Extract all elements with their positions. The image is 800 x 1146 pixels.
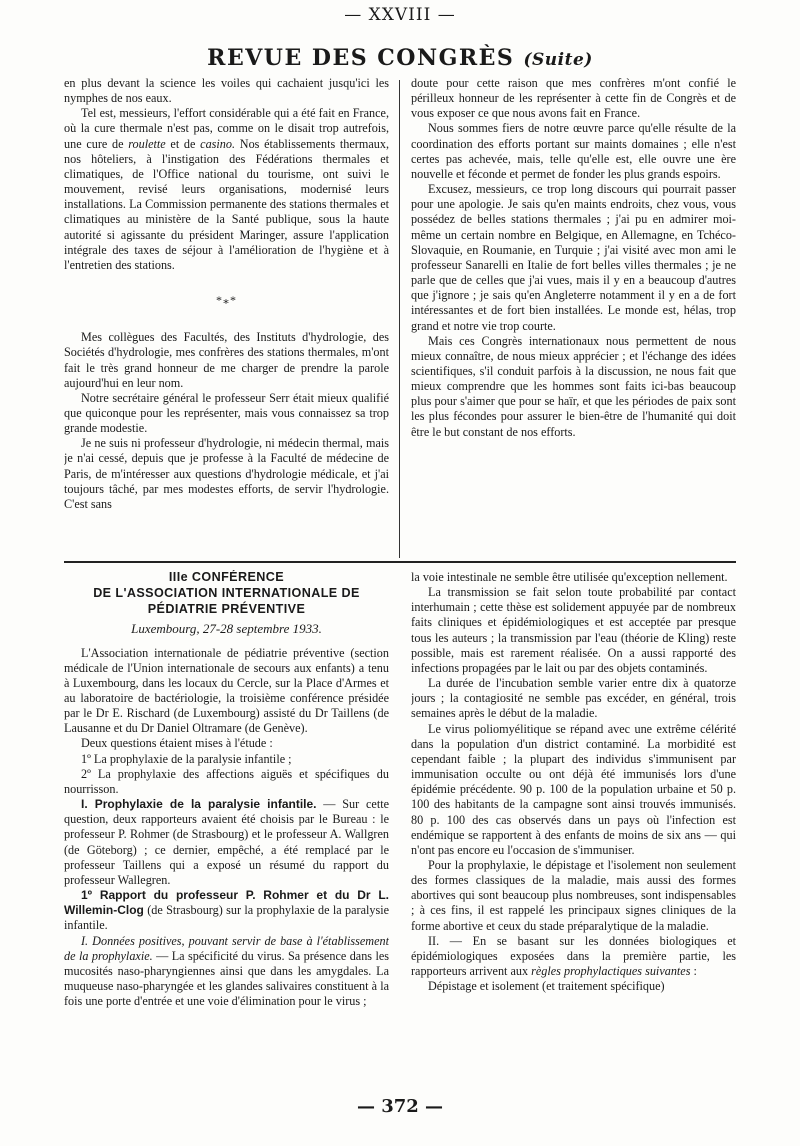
italic-rules: règles prophylactiques suivantes: [531, 964, 691, 979]
paragraph: Notre secrétaire général le professeur Serr était mieux qualifié que quiconque pour les représenter, mais vous connaissez sa trop grande modestie.: [64, 390, 389, 436]
report-heading: 1º Rapport du professeur P. Rohmer et du Dr L. Willemin-Clog: [64, 888, 389, 918]
paragraph: Mes collègues des Facultés, des Instituts d'hydrologie, des Sociétés d'hydrologie, mes confrères des stations thermales, m'ont fait le très grand honneur de me charger de prendre la parole aujourd'hui en leur nom.: [64, 330, 389, 390]
top-left-column: [64, 76, 389, 562]
paragraph: Nous sommes fiers de notre œuvre parce qu'elle résulte de la coordination des efforts portant sur maints domaines ; elle n'est certes pas achevée, mais, telle qu'elle est, elle ouvre une ère nouvelle et féconde et permet de fonder les plus grands espoirs.: [411, 121, 736, 181]
paragraph: doute pour cette raison que mes confrères m'ont confié le périlleux honneur de les représenter à cette fin de Congrès et de vous exposer ce que nous avons fait en France.: [411, 76, 736, 121]
paragraph: I. Prophylaxie de la paralysie infantile. — Sur cette question, deux rapporteurs avaient été choisis par le Bureau : le professeur P. Rohmer (de Strasbourg) et le professeur A. Wallgren (de Göteborg) ; ce dernier, empêché, a été remplacé par le professeur Taillens qui a exposé un résumé du rapport du professeur Wallegren.: [64, 797, 389, 887]
italic-casino: casino.: [200, 136, 236, 151]
paragraph: Le virus poliomyélitique se répand avec une extrême célérité dans la population d'un district contaminé. La morbidité est cependant faible ; la plupart des individus s'immunisent par immunisation occulte ou ont déjà été immunisés lors d'une épidémie précédente. 90 p. 100 de la population urbaine et 50 p. 100 des habitants de la campagne sont ainsi trouvés immunisés. 80 p. 100 des cas observés dans un pays où l'infection est endémique se rapportent à des enfants de moins de six ans — qui n'ont pas encore eu l'occasion de s'immuniser.: [411, 721, 736, 857]
paragraph: Excusez, messieurs, ce trop long discours qui pourrait passer pour une apologie. Je sais qu'en maints endroits, chez vous, vous possédez de belles stations thermales ; j'ai pu en admirer moi-même un certain nombre en Belgique, en Allemagne, en Tchéco-Slovaquie, en Roumanie, en Turquie ; j'ai visité avec mon ami le professeur Sanarelli en Italie de fort belles villes thermales ; je ne parle que de celles que j'ai vues, mais il y en a beaucoup d'autres que j'ignore ; je sais qu'en Angleterre notamment il y en a de fort intéressantes et de fort bien installées. Le monde est, hélas, trop grand et notre vie trop courte.: [411, 182, 736, 333]
bottom-left-column: [64, 570, 389, 1093]
paragraph: I. Données positives, pouvant servir de base à l'établissement de la prophylaxie. — La spécificité du virus. Sa présence dans les mucosités naso-pharyngiennes ainsi que dans les amygdales. La muqueuse naso-pharyngée et les glandes salivaires constituent à la fois une porte d'entrée et une voie d'élimination pour le virus ;: [64, 933, 389, 1009]
conference-title-line: DE L'ASSOCIATION INTERNATIONALE DE: [93, 585, 360, 600]
paragraph: la voie intestinale ne semble être utilisée qu'exception nellement.: [411, 570, 728, 584]
question-item: 1º La prophylaxie de la paralysie infantile ;: [81, 751, 292, 766]
question-item: 2º La prophylaxie des affections aiguës et spécifiques du nourrisson.: [64, 766, 389, 796]
italic-roulette: roulette: [128, 136, 166, 151]
paragraph: II. — En se basant sur les données biologiques et épidémiologiques exposées dans la première partie, les rapporteurs arrivent aux règles prophylactiques suivantes :: [411, 933, 736, 979]
running-title-main: REVUE DES CONGRÈS: [207, 45, 515, 71]
page-number: — 372 —: [356, 1096, 444, 1117]
paragraph: 1º Rapport du professeur P. Rohmer et du Dr L. Willemin-Clog (de Strasbourg) sur la prophylaxie de la paralysie infantile.: [64, 888, 389, 933]
column-divider: [399, 80, 400, 558]
paragraph: Tel est, messieurs, l'effort considérable qui a été fait en France, où la cure thermale n'est pas, comme on le disait trop autrefois, une cure de roulette et de casino. Nos établissements thermaux, nos hôteliers, à l'instigation des Fédérations thermales et climatiques, de l'Office national du tourisme, ont suivi le mouvement, revisé leurs organisations, modernisé leurs installations. La Commission permanente des stations thermales et climatiques au ministère de la Santé publique, sous la haute autorité si agissante du président Maringer, assure l'application intégrale des taxes de séjour à l'amélioration de l'hygiène et à l'entretien des stations.: [64, 106, 389, 272]
section-divider: [64, 561, 736, 563]
subsection-label: I. Données positives, pouvant servir de base à l'établissement de la prophylaxie.: [64, 933, 389, 963]
conference-title-line: IIIe CONFÉRENCE: [168, 570, 285, 584]
running-title-suffix: (Suite): [523, 50, 593, 70]
roman-page-number: — XXVIII —: [344, 5, 456, 25]
paragraph: en plus devant la science les voiles qui cachaient jusqu'ici les nymphes de nos eaux.: [64, 76, 389, 106]
paragraph: L'Association internationale de pédiatrie préventive (section médicale de l'Union internationale de secours aux enfants) a tenu à Luxembourg, dans les locaux du Cercle, sur la Place d'Armes et au laboratoire de bactériologie, la troisième conférence présidée par le Dr E. Rischard (de Luxembourg) assisté du Dr Taillens (de Lausanne et du Dr Daniel Oltramare (de Genève).: [64, 645, 389, 736]
top-right-column: [411, 76, 736, 562]
paragraph: Dépistage et isolement (et traitement spécifique): [428, 979, 665, 994]
paragraph: Je ne suis ni professeur d'hydrologie, ni médecin thermal, mais je n'ai cessé, depuis que je professe à la Faculté de médecine de Paris, de m'intéresser aux questions d'hydrologie médicale, et j'ai toujours tâché, par mes modestes efforts, de servir l'hydrologie. C'est sans: [64, 436, 389, 511]
conference-place-date: Luxembourg, 27-28 septembre 1933.: [131, 621, 322, 637]
asterism: *⁎*: [216, 293, 237, 308]
section-heading: I. Prophylaxie de la paralysie infantile.: [81, 797, 317, 812]
paragraph: La durée de l'incubation semble varier entre dix à quatorze jours ; la contagiosité ne semble pas excéder, en général, trois semaines après le début de la maladie.: [411, 676, 736, 721]
paragraph: La transmission se fait selon toute probabilité par contact interhumain ; cette thèse est solidement appuyée par de nombreux faits cliniques et épidémiologiques et est acceptée par presque tous les auteurs ; la transmission par l'eau (théorie de Kling) reste possible, mais est rarement réalisée. On a aussi rapporté des infections propagées par le lait ou par des objets contaminés.: [411, 585, 736, 675]
paragraph: Pour la prophylaxie, le dépistage et l'isolement non seulement des formes classiques de la maladie, mais aussi des formes abortives qui sont beaucoup plus nombreuses, sont indispensables ; à ces fins, il est rappelé les principaux signes cliniques de la forme abortive et ceux du stade préparalytique de la maladie.: [411, 857, 736, 933]
conference-title-line: PÉDIATRIE PRÉVENTIVE: [147, 601, 306, 616]
paragraph: Deux questions étaient mises à l'étude :: [81, 736, 273, 751]
bottom-right-column: [411, 570, 736, 1093]
running-title: [0, 45, 800, 73]
paragraph: Mais ces Congrès internationaux nous permettent de nous mieux connaître, de nous mieux apprécier ; et l'échange des idées scientifiques, s'il conduit parfois à la discussion, ne nous fait que mieux comprendre que les hommes sont faits ici-bas beaucoup plus pour s'aimer que pour se haïr, et que les périodes de paix sont les plus fécondes pour assurer le bien-être de l'humanité qui doit être le but constant de nos efforts.: [411, 333, 736, 439]
